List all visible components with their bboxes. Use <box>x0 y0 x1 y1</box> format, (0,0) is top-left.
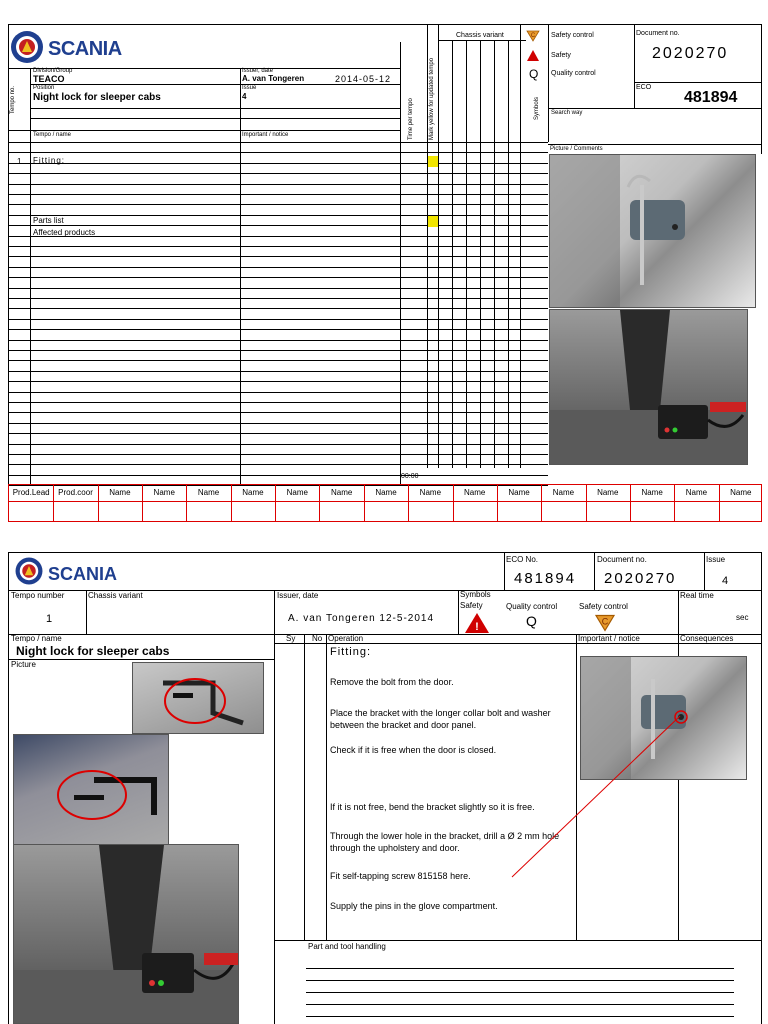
griffin-emblem-icon <box>10 28 44 66</box>
document-no-label-2: Document no. <box>597 555 647 564</box>
total-time: 00:00 <box>401 473 419 480</box>
footer-signature-8: Name <box>330 488 353 497</box>
grid-row-line <box>8 329 548 330</box>
grid-row-line <box>8 402 548 403</box>
grid-row-line <box>8 412 548 413</box>
grid-row-line <box>8 267 548 268</box>
safety-warning-icon <box>464 612 490 634</box>
issue-value-2: 4 <box>722 575 729 587</box>
grid-row-line <box>8 298 548 299</box>
consequences-label: Consequences <box>680 634 734 643</box>
photo-door-with-remote <box>549 309 748 465</box>
safety-triangle-icon <box>526 49 540 62</box>
position-label: Position <box>33 85 55 91</box>
row-1-number: 1 <box>17 157 22 166</box>
tempo-number-value: 1 <box>46 613 53 625</box>
grid-row-line <box>8 423 548 424</box>
grid-row-line <box>8 173 548 174</box>
real-time-unit: sec <box>736 613 749 622</box>
grid-row-line <box>8 371 548 372</box>
footer-signature-17: Name <box>730 488 752 497</box>
chassis-variant-label-2: Chassis variant <box>88 591 143 600</box>
safety-control-icon <box>526 30 540 42</box>
tempo-name-label-2: Tempo / name <box>11 634 62 643</box>
footer-signature-12: Name <box>508 488 530 497</box>
quality-q-symbol: Q <box>529 67 539 81</box>
grid-row-line <box>8 464 548 465</box>
grid-row-line <box>8 454 548 455</box>
step-1: Remove the bolt from the door. <box>330 677 454 687</box>
safety-control-icon-2 <box>594 614 616 632</box>
col-sy-label: Sy <box>286 634 296 643</box>
scania-logo <box>10 28 140 68</box>
legend-safety: Safety <box>551 52 571 59</box>
document-no-value-2: 2020270 <box>604 570 677 587</box>
issuer-value: A. van Tongeren <box>242 74 305 83</box>
grid-row-line <box>8 204 548 205</box>
footer-signature-5: Name <box>197 488 220 497</box>
svg-text:!: ! <box>475 621 479 633</box>
grid-row-line <box>8 444 548 445</box>
tempo-rows-grid <box>8 142 548 486</box>
issue-value: 4 <box>242 92 247 101</box>
safety-label-2: Safety <box>460 601 483 610</box>
search-way-label: Search way <box>551 110 583 116</box>
step-5: Through the lower hole in the bracket, drill a Ø 2 mm hole through the upholstery and door. <box>330 831 560 853</box>
photo-bracket-middle <box>13 734 169 846</box>
brand-wordmark-2: SCANIA <box>48 564 118 584</box>
legend-safety-control: Safety control <box>551 32 594 39</box>
tempo-name-value-2: Night lock for sleeper cabs <box>16 644 170 658</box>
footer-signature-9: Name <box>375 488 397 497</box>
operation-label: Operation <box>328 634 364 643</box>
document-no-label: Document no. <box>636 30 680 37</box>
document-no-value: 2020270 <box>652 45 729 62</box>
real-time-label: Real time <box>680 591 714 600</box>
col-no-label: No <box>312 634 323 643</box>
footer-signature-16: Name <box>685 488 708 497</box>
photo-door-with-remote-2 <box>13 844 239 1024</box>
eco-no-label: ECO No. <box>506 555 539 564</box>
footer-signature-7: Name <box>286 488 308 497</box>
grid-row-line <box>8 184 548 185</box>
sheet-1 <box>8 24 762 522</box>
row-1-text: Fitting: <box>33 156 66 165</box>
bolt-icon <box>133 663 264 734</box>
grid-column-line <box>240 142 241 486</box>
grid-row-line <box>8 340 548 341</box>
legend-quality-control: Quality control <box>551 70 596 77</box>
footer-signature-11: Name <box>464 488 486 497</box>
brand-wordmark: SCANIA <box>48 38 122 60</box>
tempo-number-label: Tempo number <box>11 591 65 600</box>
step-7: Supply the pins in the glove compartment. <box>330 901 498 911</box>
svg-text:C: C <box>601 616 609 627</box>
bracket-icon <box>550 155 756 308</box>
chassis-variant-label: Chassis variant <box>456 32 504 39</box>
parts-list-text: Parts list <box>33 216 64 225</box>
grid-row-line <box>8 152 548 153</box>
grid-row-line <box>8 142 548 143</box>
grid-row-line <box>8 215 548 216</box>
sheet-2 <box>8 552 762 1024</box>
step-2: Place the bracket with the longer collar bolt and washer between the bracket and door panel. <box>330 708 551 730</box>
grid-row-line <box>8 308 548 309</box>
eco-label: ECO <box>636 84 652 91</box>
photo-bracket-closeup <box>549 154 756 308</box>
footer-signature-13: Name <box>552 488 575 497</box>
yellow-update-mark-2 <box>428 216 438 227</box>
footer-signature-2: Prod.coor <box>58 488 93 497</box>
issuer-date-value-2: A. van Tongeren 12-5-2014 <box>288 613 435 624</box>
photo-bracket-top <box>132 662 264 734</box>
yellow-update-mark-1 <box>428 156 438 167</box>
tempo-name-label: Tempo / name <box>33 132 72 138</box>
griffin-emblem-icon <box>14 555 44 587</box>
grid-row-line <box>8 475 548 476</box>
quality-q-symbol-2: Q <box>526 613 537 629</box>
issue-label-2: Issue <box>706 555 726 564</box>
grid-row-line <box>8 225 548 226</box>
eco-value: 481894 <box>684 89 738 106</box>
grid-row-line <box>8 433 548 434</box>
grid-row-line <box>8 392 548 393</box>
grid-row-line <box>8 381 548 382</box>
affected-products-text: Affected products <box>33 228 96 237</box>
eco-no-value: 481894 <box>514 570 577 587</box>
symbols-vertical-label: Symbols <box>534 96 540 120</box>
step-3: Check if it is free when the door is closed. <box>330 745 497 755</box>
tempo-no-vertical-label: Tempo no. <box>10 85 16 114</box>
issuer-date-label-2: Issuer, date <box>277 591 319 600</box>
issuer-date-label: Issuer, date <box>242 68 274 74</box>
important-notice-label: Important / notice <box>242 132 289 138</box>
grid-row-line <box>8 350 548 351</box>
grid-row-line <box>8 288 548 289</box>
grid-row-line <box>8 256 548 257</box>
grid-row-line <box>8 194 548 195</box>
bolt-icon <box>14 735 169 846</box>
footer-signature-10: Name <box>419 488 442 497</box>
footer-signature-3: Name <box>109 488 131 497</box>
grid-row-line <box>8 246 548 247</box>
signature-footer <box>8 484 762 522</box>
operation-title: Fitting: <box>330 646 372 658</box>
issue-label: Issue <box>242 85 257 91</box>
quality-control-label-2: Quality control <box>506 602 558 611</box>
grid-row-line <box>8 163 548 164</box>
door-remote-icon <box>14 845 239 1024</box>
mark-yellow-label: Mark yellow for updated tempo <box>429 57 435 140</box>
symbols-label-2: Symbols <box>460 590 491 599</box>
scania-logo-2 <box>12 555 152 591</box>
important-notice-label-2: Important / notice <box>578 634 640 643</box>
picture-comments-label: Picture / Comments <box>550 146 603 152</box>
door-remote-icon <box>550 310 748 465</box>
footer-signature-14: Name <box>597 488 619 497</box>
footer-signature-1: Prod.Lead <box>12 488 50 497</box>
grid-row-line <box>8 277 548 278</box>
picture-label: Picture <box>11 660 36 669</box>
position-value: Night lock for sleeper cabs <box>33 92 161 103</box>
division-group-label: Division/Group <box>33 68 73 74</box>
grid-column-line <box>30 142 31 486</box>
step-4: If it is not free, bend the bracket slightly so it is free. <box>330 802 535 812</box>
division-group-value: TEACO <box>33 74 65 84</box>
footer-signature-4: Name <box>153 488 175 497</box>
part-tool-handling-label: Part and tool handling <box>308 942 386 951</box>
safety-control-label-2: Safety control <box>579 602 628 611</box>
footer-signature-15: Name <box>641 488 663 497</box>
grid-row-line <box>8 319 548 320</box>
pointer-line <box>508 712 708 882</box>
step-6: Fit self-tapping screw 815158 here. <box>330 871 471 881</box>
time-per-tempo-label: Time per tempo <box>408 98 414 140</box>
svg-text:C: C <box>530 33 536 39</box>
grid-row-line <box>8 360 548 361</box>
date-value: 2014-05-12 <box>335 74 392 84</box>
footer-signature-6: Name <box>242 488 264 497</box>
